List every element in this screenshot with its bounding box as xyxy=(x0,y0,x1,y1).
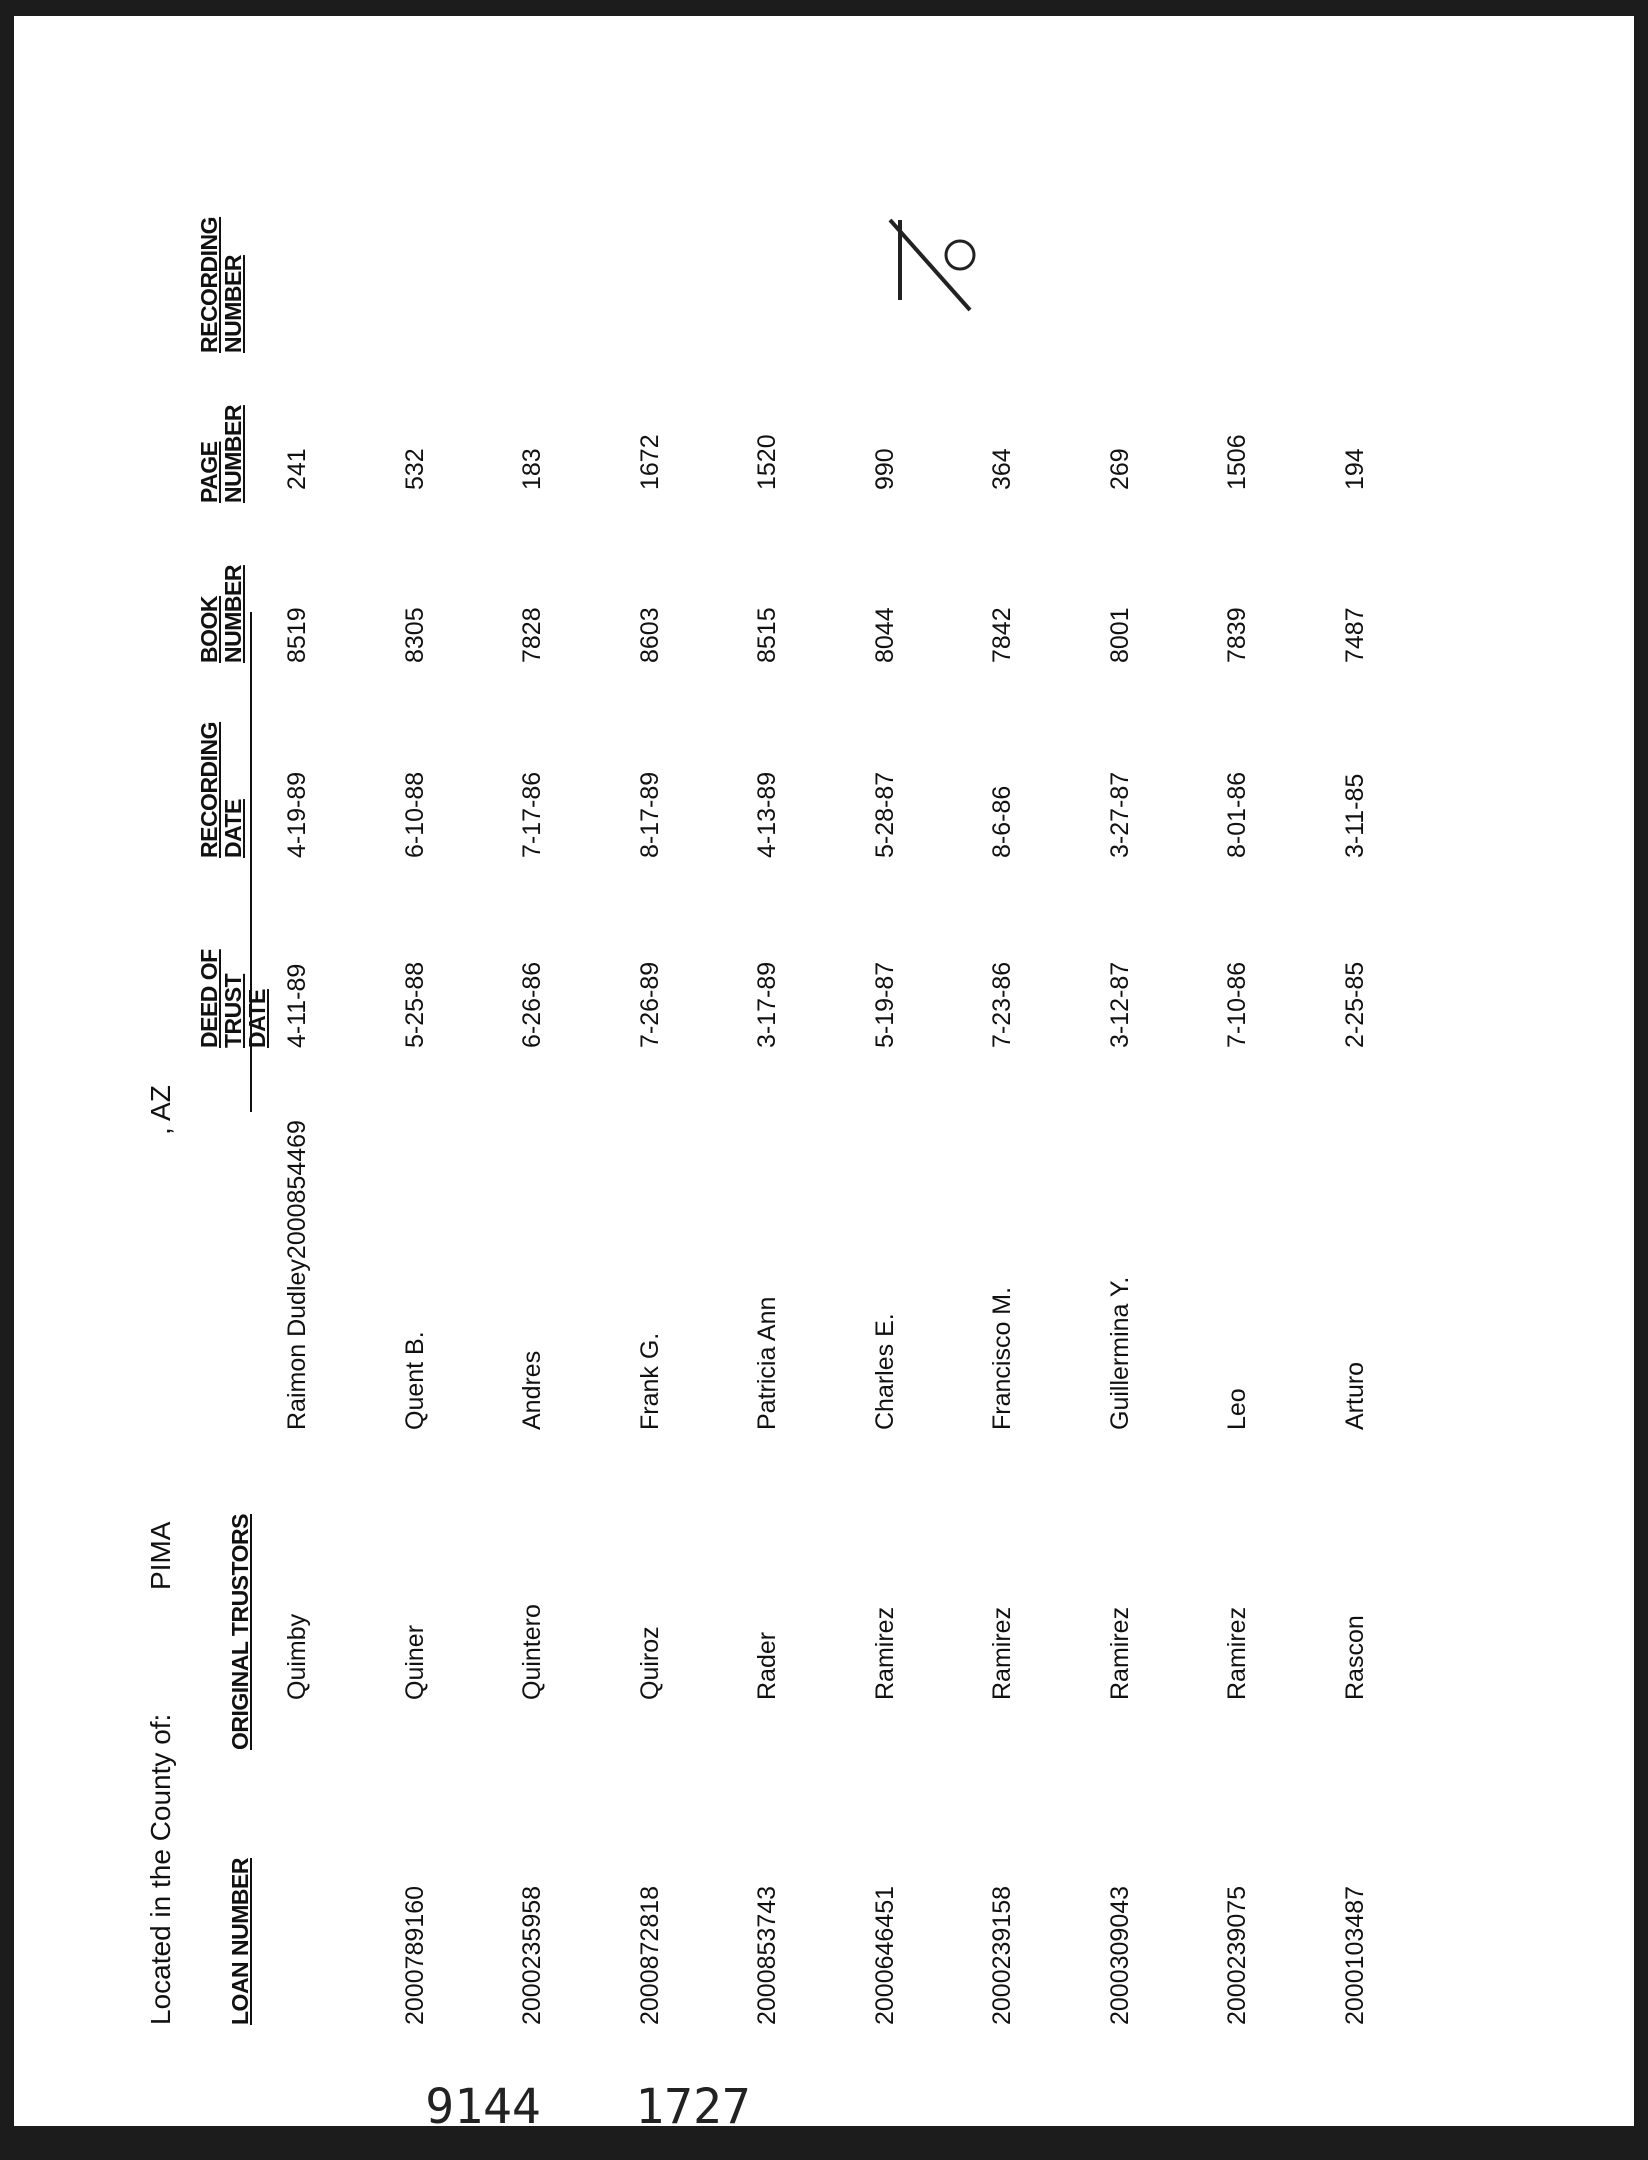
trustor-first-name-cell: Patricia Ann xyxy=(753,1296,781,1430)
trustor-last-name-cell: Ramirez xyxy=(870,1606,899,1700)
book-number-cell: 7828 xyxy=(518,607,546,663)
deed-date-cell: 2-25-85 xyxy=(1340,961,1369,1048)
trustor-last-name-cell: Rascon xyxy=(1340,1615,1369,1700)
recording-date-cell: 8-01-86 xyxy=(1223,771,1251,858)
trustor-last-name-cell: Quiner xyxy=(400,1624,429,1700)
trustor-last-name-cell: Rader xyxy=(753,1631,781,1700)
loan-number-cell: 2000853743 xyxy=(753,1885,781,2025)
book-number-cell: 8515 xyxy=(753,607,781,663)
trustor-first-name-cell: Andres xyxy=(518,1350,546,1430)
trustor-last-name-cell: Quintero xyxy=(518,1604,546,1700)
recording-date-cell: 7-17-86 xyxy=(518,771,546,858)
trustor-last-name-cell: Ramirez xyxy=(988,1606,1016,1700)
trustor-first-name-cell: Leo xyxy=(1223,1388,1251,1430)
book-number-cell: 8519 xyxy=(283,607,311,663)
trustor-last-name-cell: Quimby xyxy=(283,1613,311,1700)
page-number-cell: 364 xyxy=(988,448,1016,490)
page-number-cell: 532 xyxy=(400,448,429,490)
book-number-cell: 8001 xyxy=(1105,607,1134,663)
page-number-cell: 1506 xyxy=(1223,434,1251,490)
book-number-cell: 8603 xyxy=(635,607,664,663)
handwritten-code-a: 9144 xyxy=(425,2079,541,2136)
trustor-first-name-cell: Quent B. xyxy=(400,1331,429,1430)
loan-number-cell: 2000789160 xyxy=(400,1885,429,2025)
deed-date-cell: 7-26-89 xyxy=(635,961,664,1048)
trustor-last-name-cell: Quiroz xyxy=(635,1626,664,1700)
recording-date-cell: 4-19-89 xyxy=(283,771,311,858)
deed-date-cell: 5-25-88 xyxy=(400,961,429,1048)
deed-date-cell: 6-26-86 xyxy=(518,961,546,1048)
page-number-cell: 241 xyxy=(283,448,311,490)
deed-date-cell: 3-17-89 xyxy=(753,961,781,1048)
recording-date-cell: 3-11-85 xyxy=(1340,773,1369,858)
trustor-last-name-cell: Ramirez xyxy=(1105,1606,1134,1700)
state-label: , AZ xyxy=(145,1085,176,1135)
handwritten-page-mark xyxy=(860,200,1000,340)
header-loan-number: LOAN NUMBER xyxy=(227,1858,253,2025)
recording-date-cell: 5-28-87 xyxy=(870,771,899,858)
recording-date-cell: 3-27-87 xyxy=(1105,771,1134,858)
book-number-cell: 8044 xyxy=(870,607,899,663)
header-book-number: BOOK NUMBER xyxy=(196,565,247,663)
loan-number-cell: 2000646451 xyxy=(870,1885,899,2025)
header-page-number: PAGE NUMBER xyxy=(196,405,247,503)
county-name: PIMA xyxy=(145,1521,176,1590)
deed-date-cell: 5-19-87 xyxy=(870,961,899,1048)
recording-date-cell: 8-17-89 xyxy=(635,771,664,858)
page-number-cell: 1672 xyxy=(635,434,664,490)
header-original-trustors: ORIGINAL TRUSTORS xyxy=(227,1514,253,1750)
trustor-first-name-cell: Arturo xyxy=(1340,1361,1369,1430)
recording-date-cell: 6-10-88 xyxy=(400,771,429,858)
page-number-cell: 990 xyxy=(870,448,899,490)
book-number-cell: 8305 xyxy=(400,607,429,663)
loan-number-cell: 2000239158 xyxy=(988,1885,1016,2025)
header-recording-date: RECORDING DATE xyxy=(196,721,247,858)
deed-date-cell: 7-23-86 xyxy=(988,961,1016,1048)
deed-date-cell: 3-12-87 xyxy=(1105,961,1134,1048)
page-number-cell: 269 xyxy=(1105,448,1134,490)
book-number-cell: 7839 xyxy=(1223,607,1251,663)
trustor-last-name-cell: Ramirez xyxy=(1223,1606,1251,1700)
handwritten-code-b: 1727 xyxy=(635,2079,751,2136)
trustor-first-name-cell: Charles E. xyxy=(870,1313,899,1430)
deed-date-cell: 7-10-86 xyxy=(1223,961,1251,1048)
book-number-cell: 7487 xyxy=(1340,607,1369,663)
county-label: Located in the County of: xyxy=(145,1713,176,2025)
header-deed-of-trust-date: DEED OF TRUST DATE xyxy=(196,949,271,1048)
loan-number-cell: 2000309043 xyxy=(1105,1885,1134,2025)
book-number-cell: 7842 xyxy=(988,607,1016,663)
trustor-first-name-cell: Frank G. xyxy=(635,1332,664,1430)
header-recording-number: RECORDING NUMBER xyxy=(196,216,247,353)
recording-date-cell: 8-6-86 xyxy=(988,785,1016,858)
trustor-first-name-cell: Francisco M. xyxy=(988,1286,1016,1430)
loan-number-cell: 2000103487 xyxy=(1340,1885,1369,2025)
trustor-first-name-cell: Guillermina Y. xyxy=(1105,1276,1134,1430)
loan-number-cell: 2000872818 xyxy=(635,1885,664,2025)
page-number-cell: 1520 xyxy=(753,434,781,490)
deed-date-cell: 4-11-89 xyxy=(283,963,311,1048)
page-number-cell: 194 xyxy=(1340,448,1369,490)
loan-number-cell: 2000235958 xyxy=(518,1885,546,2025)
recording-date-cell: 4-13-89 xyxy=(753,771,781,858)
loan-number-cell: 2000239075 xyxy=(1223,1885,1251,2025)
trustor-first-name-cell: Raimon Dudley2000854469 xyxy=(283,1120,311,1430)
page-number-cell: 183 xyxy=(518,448,546,490)
